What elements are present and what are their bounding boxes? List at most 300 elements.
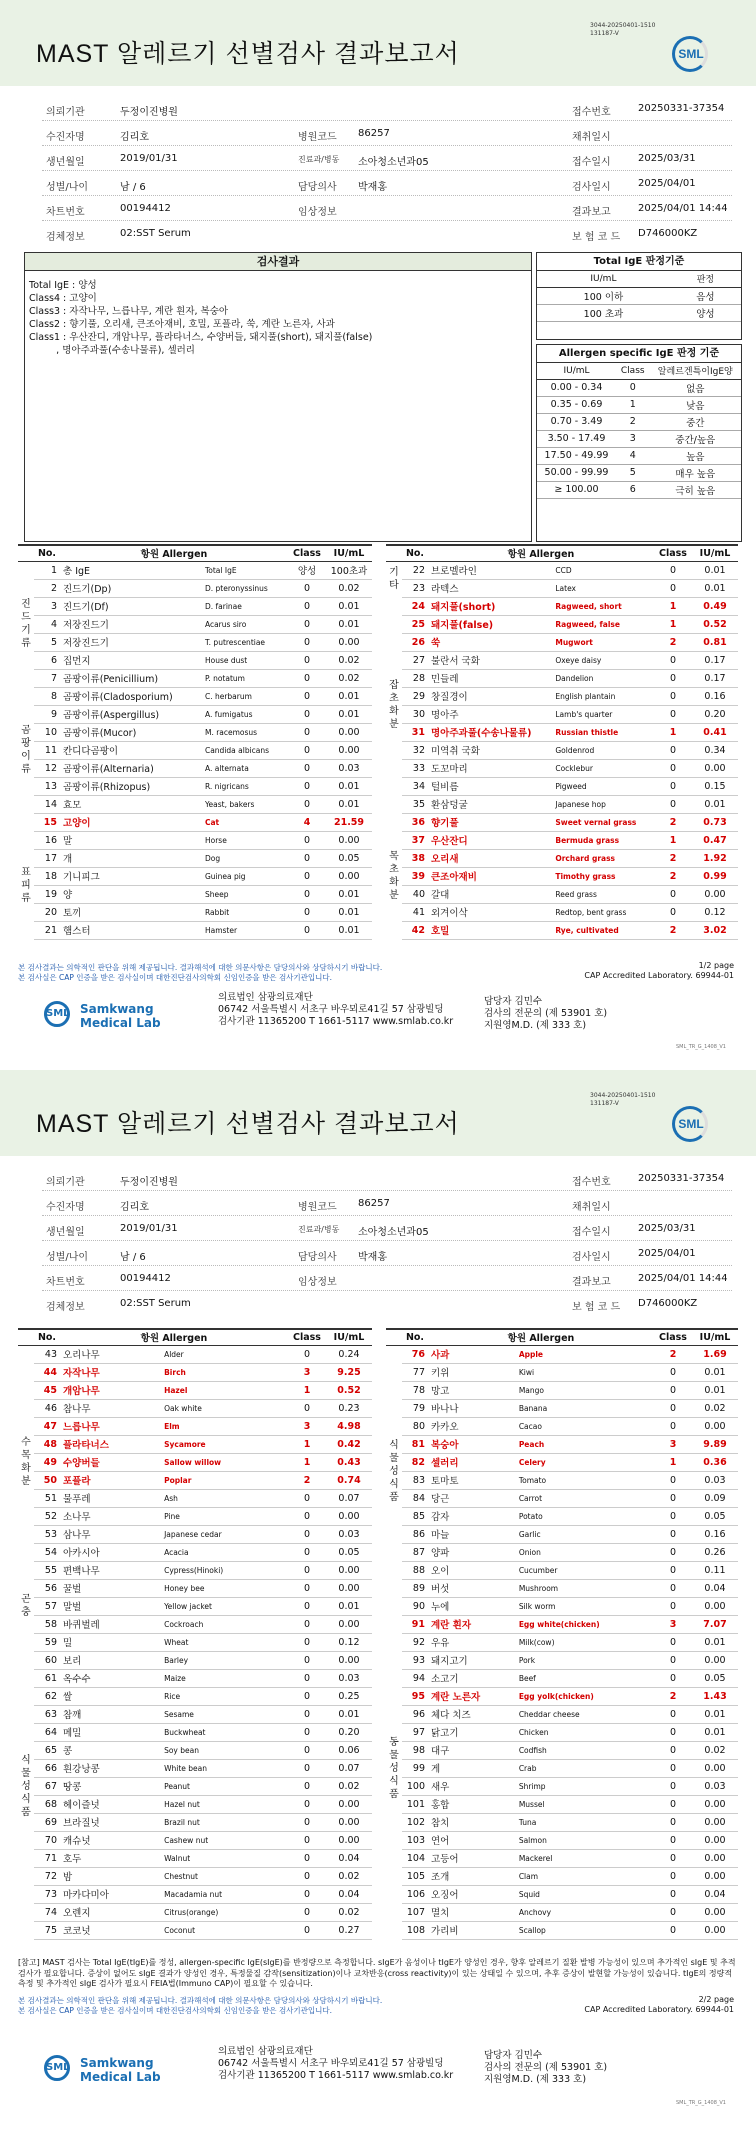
allergen-value: 0.04: [692, 1579, 738, 1597]
col-no: No.: [34, 1329, 60, 1345]
allergen-name-en: Goldenrod: [552, 741, 654, 759]
allergen-no: 21: [34, 921, 60, 939]
allergen-row: [18, 777, 372, 795]
allergen-class: 0: [654, 1633, 692, 1651]
allergen-name-en: Honey bee: [161, 1579, 288, 1597]
allergen-no: 20: [34, 903, 60, 921]
allergen-value: 0.43: [326, 1453, 372, 1471]
allergen-value: 0.27: [326, 1921, 372, 1939]
allergen-name-ko: 참깨: [60, 1705, 161, 1723]
chart-label: 차트번호: [46, 1277, 85, 1288]
lab-name-1: Samkwang: [80, 2056, 154, 2070]
insurance-label: 보 험 코 드: [572, 1302, 621, 1313]
allergen-value: 0.01: [692, 1381, 738, 1399]
allergen-name-en: Cucumber: [516, 1561, 654, 1579]
report-page-1: [0, 0, 756, 1063]
allergen-no: 66: [34, 1759, 60, 1777]
allergen-name-en: Onion: [516, 1543, 654, 1561]
allergen-row: [18, 1471, 372, 1489]
allergen-no: 9: [34, 705, 60, 723]
allergen-class: 0: [288, 723, 326, 741]
allergen-row: [386, 1723, 738, 1741]
allergen-no: 91: [402, 1615, 428, 1633]
allergen-name-ko: 감자: [428, 1507, 516, 1525]
allergen-no: 12: [34, 759, 60, 777]
info-row: [42, 1216, 732, 1241]
allergen-name-ko: 곰팡이류(Aspergillus): [60, 705, 202, 723]
allergen-row: [386, 849, 738, 867]
allergen-value: 0.12: [692, 903, 738, 921]
allergen-name-en: A. fumigatus: [202, 705, 288, 723]
allergen-value: 0.00: [692, 1903, 738, 1921]
allergen-name-ko: 오징어: [428, 1885, 516, 1903]
allergen-value: 0.00: [326, 723, 372, 741]
allergen-no: 90: [402, 1597, 428, 1615]
ward-code-value: 86257: [358, 128, 390, 139]
allergen-name-ko: 저장진드기: [60, 633, 202, 651]
allergen-no: 64: [34, 1723, 60, 1741]
allergen-name-ko: 코코넛: [60, 1921, 161, 1939]
allergen-class: 0: [288, 651, 326, 669]
allergen-name-en: Shrimp: [516, 1777, 654, 1795]
allergen-no: 46: [34, 1399, 60, 1417]
allergen-name-en: Silk worm: [516, 1597, 654, 1615]
allergen-name-ko: 키위: [428, 1363, 516, 1381]
cell: 0.70 - 3.49: [537, 413, 616, 430]
total-ige-criteria: [536, 252, 742, 340]
allergen-class: 0: [288, 759, 326, 777]
cap-text: CAP Accredited Laboratory. 69944-01: [584, 971, 734, 980]
allergen-name-ko: 우유: [428, 1633, 516, 1651]
allergen-no: 11: [34, 741, 60, 759]
allergen-name-ko: 오렌지: [60, 1903, 161, 1921]
allergen-value: 0.01: [326, 1705, 372, 1723]
allergen-name-ko: 불란서 국화: [428, 651, 552, 669]
allergen-row: [18, 1525, 372, 1543]
allergen-name-ko: 대구: [428, 1741, 516, 1759]
allergen-name-ko: 집먼지: [60, 651, 202, 669]
allergen-value: 0.00: [326, 1507, 372, 1525]
allergen-no: 70: [34, 1831, 60, 1849]
allergen-name-ko: 메밀: [60, 1723, 161, 1741]
allergen-name-en: Candida albicans: [202, 741, 288, 759]
allergen-row: [18, 1795, 372, 1813]
allergen-name-en: Ragweed, false: [552, 615, 654, 633]
allergen-row: [18, 885, 372, 903]
cell: 음성: [670, 287, 741, 304]
allergen-class: 0: [288, 1813, 326, 1831]
allergen-class: 0: [288, 1399, 326, 1417]
allergen-name-en: House dust: [202, 651, 288, 669]
allergen-row: [386, 777, 738, 795]
allergen-name-ko: 곰팡이류(Rhizopus): [60, 777, 202, 795]
allergen-no: 54: [34, 1543, 60, 1561]
allergen-no: 86: [402, 1525, 428, 1543]
allergen-name-ko: 돼지풀(false): [428, 615, 552, 633]
doc-line-1: 담당자 김민수: [484, 996, 543, 1007]
allergen-value: 0.00: [692, 1651, 738, 1669]
allergen-name-ko: 우산잔디: [428, 831, 552, 849]
allergen-row: [18, 633, 372, 651]
allergen-name-en: Maize: [161, 1669, 288, 1687]
allergen-name-ko: 오리나무: [60, 1345, 161, 1363]
allergen-name-en: Egg yolk(chicken): [516, 1687, 654, 1705]
allergen-name-en: Chicken: [516, 1723, 654, 1741]
allergen-class: 0: [654, 1597, 692, 1615]
allergen-name-en: Apple: [516, 1345, 654, 1363]
received-label: 접수일시: [572, 1227, 611, 1238]
allergen-name-en: Brazil nut: [161, 1813, 288, 1831]
allergen-no: 69: [34, 1813, 60, 1831]
col-category: [386, 1329, 402, 1345]
allergen-value: 0.17: [692, 651, 738, 669]
allergen-name-ko: 수양버들: [60, 1453, 161, 1471]
allergen-name-ko: 양파: [428, 1543, 516, 1561]
col-no: No.: [402, 545, 428, 561]
allergen-class: 0: [288, 1507, 326, 1525]
allergen-name-ko: 소나무: [60, 1507, 161, 1525]
allergen-name-ko: 총 IgE: [60, 561, 202, 579]
dept-label: 진료과/병동: [298, 1225, 340, 1234]
clinical-label: 임상정보: [298, 1277, 337, 1288]
allergen-no: 32: [402, 741, 428, 759]
category-label: 수목화분: [21, 1437, 31, 1488]
cell: 중간/높음: [650, 430, 741, 447]
allergen-class: 0: [654, 1363, 692, 1381]
col-iu: IU/mL: [537, 363, 616, 379]
allergen-no: 74: [34, 1903, 60, 1921]
allergen-name-ko: 저장진드기: [60, 615, 202, 633]
lab-name-1: Samkwang: [80, 1002, 154, 1016]
cell: 매우 높음: [650, 464, 741, 481]
info-row: [42, 196, 732, 221]
category-label: 곤충: [21, 1594, 31, 1618]
allergen-class: 0: [654, 1741, 692, 1759]
allergen-name-en: Lamb's quarter: [552, 705, 654, 723]
allergen-name-ko: 닭고기: [428, 1723, 516, 1741]
allergen-no: 23: [402, 579, 428, 597]
allergen-row: [386, 741, 738, 759]
allergen-name-en: Alder: [161, 1345, 288, 1363]
addr-line-1: 의료법인 삼광의료재단: [218, 992, 313, 1003]
allergen-name-ko: 명아주: [428, 705, 552, 723]
allergen-row: [386, 1669, 738, 1687]
allergen-class: 0: [288, 1561, 326, 1579]
allergen-class: 0: [654, 1867, 692, 1885]
allergen-table-right: [386, 544, 738, 940]
allergen-class: 0: [288, 1777, 326, 1795]
allergen-no: 62: [34, 1687, 60, 1705]
allergen-class: 0: [654, 795, 692, 813]
allergen-class: 1: [654, 1453, 692, 1471]
cell: 3.50 - 17.49: [537, 430, 616, 447]
allergen-class: 0: [288, 1885, 326, 1903]
allergen-no: 101: [402, 1795, 428, 1813]
allergen-no: 105: [402, 1867, 428, 1885]
allergen-name-ko: 창질경이: [428, 687, 552, 705]
specific-ige-table: [537, 363, 741, 499]
allergen-no: 63: [34, 1705, 60, 1723]
physician-signature: [484, 2050, 607, 2086]
col-no: No.: [402, 1329, 428, 1345]
allergen-value: 0.01: [326, 795, 372, 813]
allergen-name-en: Hazel: [161, 1381, 288, 1399]
allergen-name-ko: 참나무: [60, 1399, 161, 1417]
allergen-class: 0: [654, 1651, 692, 1669]
allergen-class: 0: [654, 1795, 692, 1813]
info-row: [42, 1266, 732, 1291]
allergen-name-en: Soy bean: [161, 1741, 288, 1759]
allergen-value: 0.01: [692, 561, 738, 579]
name-label: 수진자명: [46, 132, 85, 143]
allergen-value: 0.02: [326, 1903, 372, 1921]
allergen-name-ko: 고등어: [428, 1849, 516, 1867]
allergen-value: 0.20: [326, 1723, 372, 1741]
info-row: [42, 221, 732, 246]
allergen-name-en: Scallop: [516, 1921, 654, 1939]
allergen-no: 13: [34, 777, 60, 795]
allergen-value: 0.00: [326, 1795, 372, 1813]
allergen-value: 0.01: [326, 1597, 372, 1615]
allergen-no: 89: [402, 1579, 428, 1597]
allergen-value: 0.41: [692, 723, 738, 741]
allergen-class: 0: [288, 597, 326, 615]
cell: 높음: [650, 447, 741, 464]
allergen-value: 0.04: [326, 1849, 372, 1867]
allergen-name-en: A. alternata: [202, 759, 288, 777]
allergen-value: 0.42: [326, 1435, 372, 1453]
allergen-class: 0: [654, 885, 692, 903]
allergen-name-en: Latex: [552, 579, 654, 597]
category-label: 표피류: [21, 866, 31, 904]
allergen-class: 0: [288, 849, 326, 867]
allergen-value: 0.01: [692, 1363, 738, 1381]
allergen-class: 0: [288, 1687, 326, 1705]
cell: 0: [616, 379, 650, 396]
cell: 4: [616, 447, 650, 464]
addr-line-2: 06742 서울특별시 서초구 바우뫼로41길 57 삼광빌딩: [218, 1004, 444, 1015]
allergen-value: 9.89: [692, 1435, 738, 1453]
allergen-name-en: Dog: [202, 849, 288, 867]
doctor-label: 담당의사: [298, 1252, 337, 1263]
allergen-value: 0.01: [326, 777, 372, 795]
allergen-value: 0.02: [326, 651, 372, 669]
allergen-class: 0: [654, 1921, 692, 1939]
info-row: [42, 96, 732, 121]
allergen-row: [18, 1615, 372, 1633]
allergen-class: 0: [288, 1633, 326, 1651]
allergen-name-en: Guinea pig: [202, 867, 288, 885]
col-level: 알레르겐특이IgE양: [650, 363, 741, 379]
allergen-class: 0: [288, 705, 326, 723]
allergen-row: [18, 705, 372, 723]
allergen-value: 0.25: [326, 1687, 372, 1705]
allergen-name-ko: 도꼬마리: [428, 759, 552, 777]
lab-name: [80, 2056, 161, 2084]
allergen-no: 36: [402, 813, 428, 831]
allergen-row: [18, 831, 372, 849]
report-page-2: [0, 1070, 756, 2133]
page-no-text: 2/2 page: [698, 1995, 734, 2004]
allergen-no: 84: [402, 1489, 428, 1507]
col-allergen: 항원 Allergen: [428, 545, 654, 561]
allergen-class: 0: [288, 1489, 326, 1507]
cell: 양성: [670, 304, 741, 321]
allergen-value: 0.01: [326, 885, 372, 903]
chart-value: 00194412: [120, 203, 171, 214]
allergen-no: 10: [34, 723, 60, 741]
allergen-name-ko: 개암나무: [60, 1381, 161, 1399]
allergen-no: 18: [34, 867, 60, 885]
allergen-name-en: Beef: [516, 1669, 654, 1687]
allergen-no: 96: [402, 1705, 428, 1723]
allergen-no: 1: [34, 561, 60, 579]
allergen-name-en: Acacia: [161, 1543, 288, 1561]
allergen-name-ko: 오리새: [428, 849, 552, 867]
category-label: 잡초화분: [389, 680, 399, 730]
allergen-value: 0.01: [692, 579, 738, 597]
allergen-no: 99: [402, 1759, 428, 1777]
allergen-name-en: Total IgE: [202, 561, 288, 579]
result-box-title: 검사결과: [25, 253, 531, 271]
allergen-row: [386, 1597, 738, 1615]
allergen-name-en: R. nigricans: [202, 777, 288, 795]
allergen-row: [386, 1759, 738, 1777]
allergen-value: 0.12: [326, 1633, 372, 1651]
allergen-name-en: Ash: [161, 1489, 288, 1507]
allergen-class: 0: [654, 1759, 692, 1777]
allergen-row: [386, 579, 738, 597]
allergen-value: 0.00: [692, 1759, 738, 1777]
allergen-row: [386, 597, 738, 615]
allergen-name-en: Japanese cedar: [161, 1525, 288, 1543]
allergen-class: 0: [288, 795, 326, 813]
allergen-class: 3: [288, 1363, 326, 1381]
dob-value: 2019/01/31: [120, 153, 178, 164]
allergen-no: 72: [34, 1867, 60, 1885]
allergen-row: [18, 1777, 372, 1795]
allergen-name-ko: 옥수수: [60, 1669, 161, 1687]
cell: 1: [616, 396, 650, 413]
allergen-value: 0.99: [692, 867, 738, 885]
allergen-class: 1: [654, 831, 692, 849]
allergen-value: 0.00: [692, 1597, 738, 1615]
allergen-value: 0.03: [692, 1777, 738, 1795]
col-judgement: 판정: [670, 271, 741, 287]
allergen-name-ko: 흰강낭콩: [60, 1759, 161, 1777]
allergen-name-en: Squid: [516, 1885, 654, 1903]
allergen-row: [386, 1615, 738, 1633]
allergen-value: 0.47: [692, 831, 738, 849]
allergen-value: 0.02: [692, 1741, 738, 1759]
allergen-value: 0.16: [692, 687, 738, 705]
allergen-no: 19: [34, 885, 60, 903]
allergen-row: [18, 1759, 372, 1777]
allergen-name-en: Japanese hop: [552, 795, 654, 813]
lab-name-2: Medical Lab: [80, 2070, 161, 2084]
specific-ige-criteria: [536, 344, 742, 542]
institution-value: 두정이진병원: [120, 107, 178, 118]
specific-ige-title: Allergen specific IgE 판정 기준: [537, 345, 741, 363]
allergen-value: 0.01: [692, 1723, 738, 1741]
allergen-class: 0: [654, 1813, 692, 1831]
allergen-class: 0: [288, 1705, 326, 1723]
allergen-name-ko: 홍합: [428, 1795, 516, 1813]
allergen-row: [18, 1831, 372, 1849]
allergen-value: 0.07: [326, 1489, 372, 1507]
allergen-class: 0: [654, 1849, 692, 1867]
lab-address: [218, 992, 453, 1028]
allergen-value: 0.01: [326, 705, 372, 723]
category-empty: [18, 561, 34, 579]
allergen-name-ko: 민들레: [428, 669, 552, 687]
allergen-value: 0.74: [326, 1471, 372, 1489]
allergen-name-ko: 미역취 국화: [428, 741, 552, 759]
allergen-name-ko: 참치: [428, 1813, 516, 1831]
note-line-2: 본 검사실은 CAP 인증을 받은 검사실이며 대한진단검사의학회 신임인증을 받은 검사기관입니다.: [18, 973, 333, 982]
allergen-name-ko: 계란 노른자: [428, 1687, 516, 1705]
allergen-row: [386, 1777, 738, 1795]
allergen-name-en: Codfish: [516, 1741, 654, 1759]
allergen-class: 0: [288, 1579, 326, 1597]
allergen-row: [18, 1417, 372, 1435]
allergen-row: [386, 1813, 738, 1831]
allergen-name-ko: 밤: [60, 1867, 161, 1885]
allergen-name-ko: 돼지고기: [428, 1651, 516, 1669]
allergen-row: [18, 813, 372, 831]
report-title: MAST 알레르기 선별검사 결과보고서: [36, 40, 460, 68]
allergen-class: 0: [288, 1615, 326, 1633]
table-header-row: [18, 545, 372, 561]
allergen-value: 0.36: [692, 1453, 738, 1471]
doctor-value: 박재홍: [358, 182, 387, 193]
allergen-value: 0.00: [692, 1813, 738, 1831]
allergen-row: [386, 1633, 738, 1651]
allergen-row: [18, 1597, 372, 1615]
allergen-class: 2: [654, 849, 692, 867]
allergen-class: 0: [288, 1759, 326, 1777]
collect-date-label: 채취일시: [572, 132, 611, 143]
allergen-row: [18, 1885, 372, 1903]
allergen-name-en: Macadamia nut: [161, 1885, 288, 1903]
specimen-value: 02:SST Serum: [120, 1298, 191, 1309]
allergen-row: [18, 615, 372, 633]
allergen-class: 0: [654, 1669, 692, 1687]
table-header-row: [18, 1329, 372, 1345]
allergen-value: 1.92: [692, 849, 738, 867]
allergen-name-en: Coconut: [161, 1921, 288, 1939]
allergen-value: 0.07: [326, 1759, 372, 1777]
allergen-value: 0.05: [326, 1543, 372, 1561]
specimen-value: 02:SST Serum: [120, 228, 191, 239]
allergen-no: 85: [402, 1507, 428, 1525]
allergen-class: 0: [288, 741, 326, 759]
cell: 100 초과: [537, 304, 670, 321]
allergen-row: [18, 669, 372, 687]
cell: 낮음: [650, 396, 741, 413]
report-header: [0, 1070, 756, 1156]
allergen-row: [18, 561, 372, 579]
info-row: [42, 1291, 732, 1316]
insurance-value: D746000KZ: [638, 228, 698, 239]
allergen-no: 43: [34, 1345, 60, 1363]
institution-label: 의뢰기관: [46, 107, 85, 118]
allergen-row: [386, 687, 738, 705]
allergen-class: 0: [288, 885, 326, 903]
allergen-value: 0.00: [326, 867, 372, 885]
allergen-name-ko: 진드기(Dp): [60, 579, 202, 597]
allergen-class: 1: [288, 1453, 326, 1471]
